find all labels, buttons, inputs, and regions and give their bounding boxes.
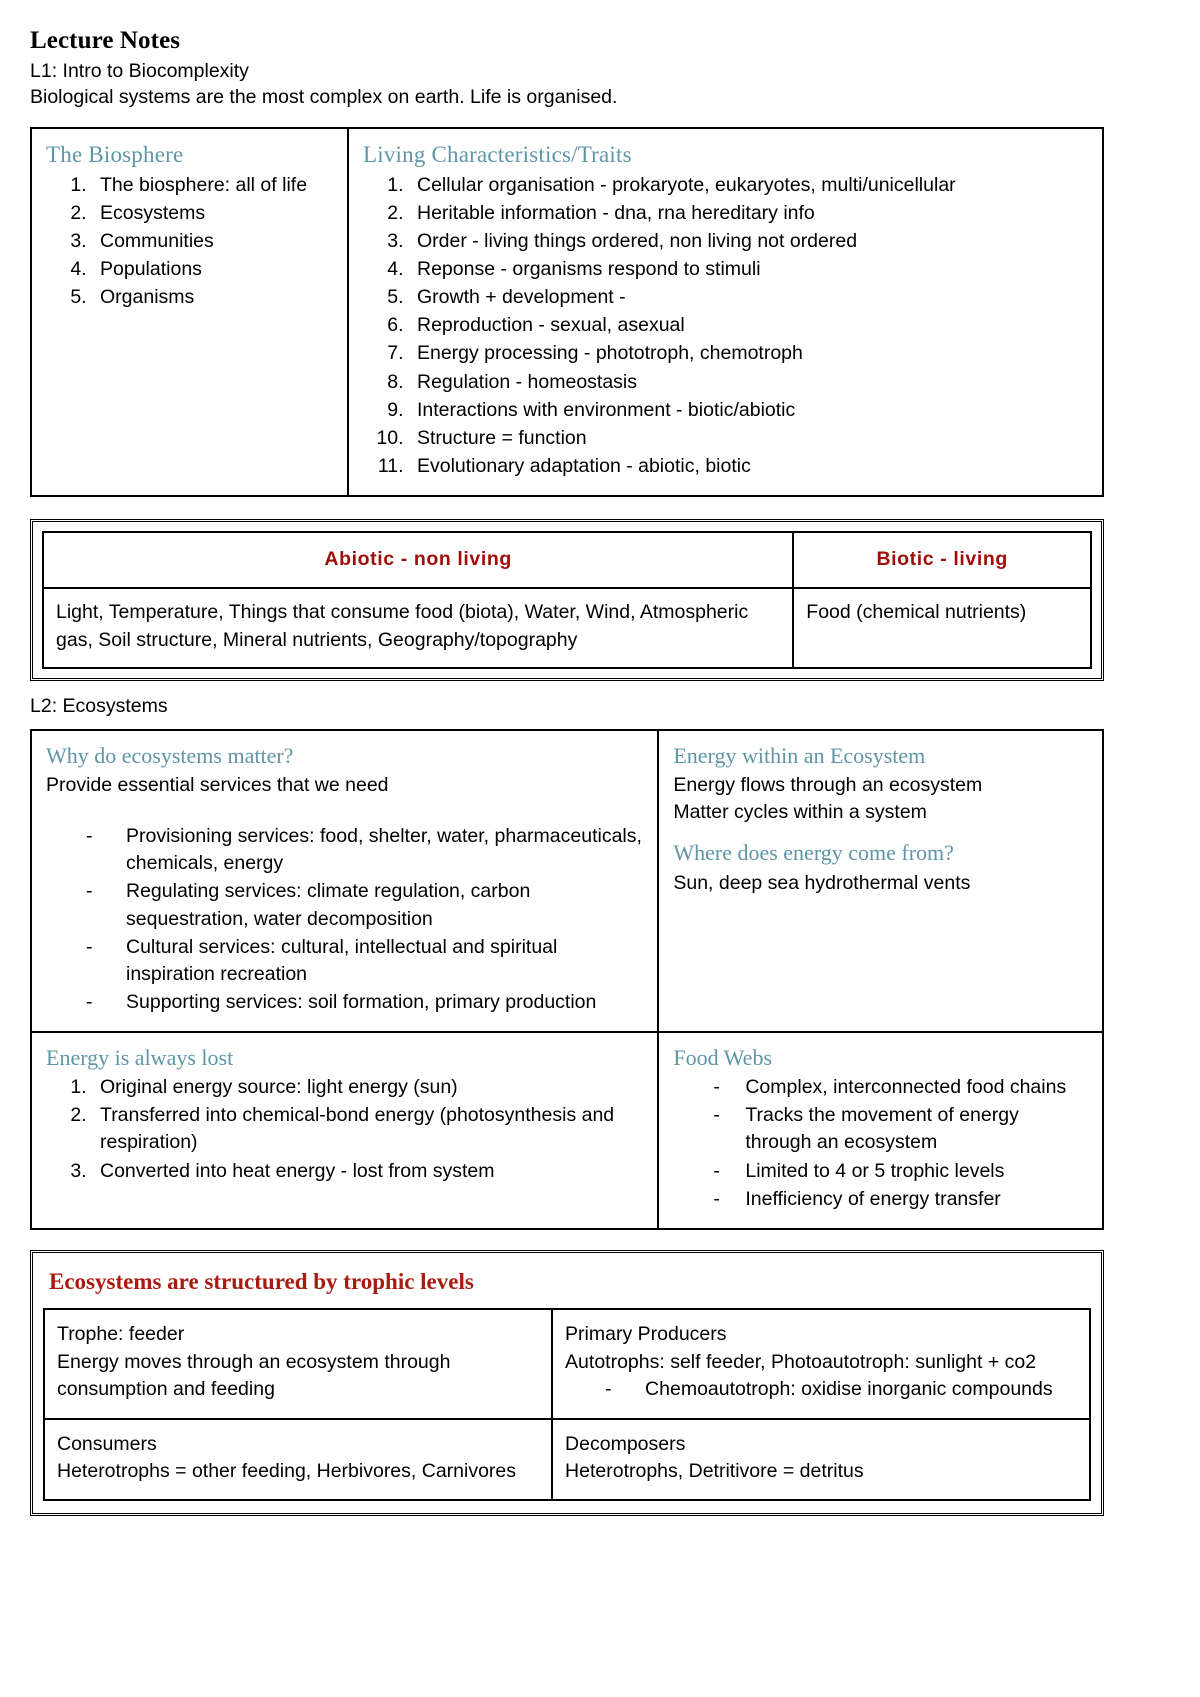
trophic-levels-title-row xyxy=(43,1263,1091,1309)
list-item: - Tracks the movement of energy through an ecosystem xyxy=(713,1102,1088,1156)
list-item: 3. Converted into heat energy - lost from system xyxy=(92,1158,643,1185)
primary-producers-body: Autotrophs: self feeder, Photoautotroph: sunlight + co2 xyxy=(565,1350,1037,1373)
lecture-label-l2: L2: Ecosystems xyxy=(30,694,168,717)
list-item: 2. Ecosystems xyxy=(92,200,335,227)
energy-within-ecosystem-cell xyxy=(658,731,1102,1032)
table-row xyxy=(32,129,1102,495)
matter-cycles-line: Matter cycles within a system xyxy=(673,801,927,824)
biosphere-list xyxy=(46,172,335,311)
list-item: - Regulating services: climate regulation, carbon sequestration, water decomposition xyxy=(86,878,643,932)
trophic-levels-table xyxy=(30,1250,1104,1516)
decomposers-cell xyxy=(552,1419,1090,1500)
list-item: - Supporting services: soil formation, primary production xyxy=(86,989,643,1016)
spacer xyxy=(46,799,643,823)
biosphere-traits-table xyxy=(30,127,1104,497)
biotic-cell: Food (chemical nutrients) xyxy=(793,588,1091,668)
lecture-summary: Biological systems are the most complex on earth. Life is organised. xyxy=(30,86,618,109)
list-item: 6. Reproduction - sexual, asexual xyxy=(409,312,1090,339)
where-energy-from-line: Sun, deep sea hydrothermal vents xyxy=(673,871,971,894)
energy-always-lost-cell xyxy=(32,1032,658,1228)
table-row xyxy=(43,588,1091,668)
list-item: - Limited to 4 or 5 trophic levels xyxy=(713,1158,1088,1185)
living-traits-list xyxy=(363,172,1090,480)
consumers-title: Consumers xyxy=(57,1432,157,1455)
list-item: 5. Organisms xyxy=(92,284,335,311)
food-webs-cell xyxy=(658,1032,1102,1228)
table-header-row xyxy=(43,532,1091,588)
table-row xyxy=(44,1419,1090,1500)
energy-always-lost-list xyxy=(46,1074,643,1184)
primary-producers-sublist xyxy=(565,1376,1077,1403)
decomposers-body: Heterotrophs, Detritivore = detritus xyxy=(565,1459,864,1482)
primary-producers-title: Primary Producers xyxy=(565,1323,727,1346)
biosphere-cell xyxy=(32,129,348,495)
list-item: - Inefficiency of energy transfer xyxy=(713,1186,1088,1213)
list-item: 7. Energy processing - phototroph, chemotroph xyxy=(409,340,1090,367)
ecosystem-services-list xyxy=(46,823,643,1016)
living-traits-cell xyxy=(348,129,1102,495)
why-ecosystems-matter-cell xyxy=(32,731,658,1032)
trophe-body: Energy moves through an ecosystem through consumption and feeding xyxy=(57,1350,451,1400)
list-item: 2. Transferred into chemical-bond energy (photosynthesis and respiration) xyxy=(92,1102,643,1156)
ecosystems-grid xyxy=(30,729,1104,1230)
table-row xyxy=(32,731,1102,1032)
trophic-levels-heading: Ecosystems are structured by trophic levels xyxy=(49,1268,474,1294)
list-item: 1. Cellular organisation - prokaryote, eukaryotes, multi/unicellular xyxy=(409,172,1090,199)
column-header-abiotic xyxy=(43,532,793,588)
why-ecosystems-matter-lead: Provide essential services that we need xyxy=(46,774,389,797)
abiotic-header-label: Abiotic - non living xyxy=(324,547,512,570)
energy-flows-line: Energy flows through an ecosystem xyxy=(673,774,983,797)
list-item: 1. The biosphere: all of life xyxy=(92,172,335,199)
energy-always-lost-heading: Energy is always lost xyxy=(46,1044,234,1070)
list-item: - Complex, interconnected food chains xyxy=(713,1074,1088,1101)
list-item: 2. Heritable information - dna, rna hereditary info xyxy=(409,200,1090,227)
consumers-cell xyxy=(44,1419,552,1500)
page-title: Lecture Notes xyxy=(30,27,181,54)
list-item: 11. Evolutionary adaptation - abiotic, biotic xyxy=(409,453,1090,480)
column-header-biotic xyxy=(793,532,1091,588)
abiotic-biotic-table xyxy=(30,519,1104,681)
food-webs-list xyxy=(673,1074,1088,1212)
decomposers-title: Decomposers xyxy=(565,1432,686,1455)
list-item: - Cultural services: cultural, intellectual and spiritual inspiration recreation xyxy=(86,934,643,988)
list-item: 1. Original energy source: light energy (sun) xyxy=(92,1074,643,1101)
food-webs-heading: Food Webs xyxy=(673,1044,773,1070)
trophe-title: Trophe: feeder xyxy=(57,1323,185,1346)
energy-within-ecosystem-heading: Energy within an Ecosystem xyxy=(673,742,926,768)
list-item: 4. Reponse - organisms respond to stimuli xyxy=(409,256,1090,283)
table-row xyxy=(32,1032,1102,1228)
spacer xyxy=(673,826,1088,840)
list-item: 3. Communities xyxy=(92,228,335,255)
list-item: 4. Populations xyxy=(92,256,335,283)
list-item: 10. Structure = function xyxy=(409,425,1090,452)
list-item: 8. Regulation - homeostasis xyxy=(409,369,1090,396)
where-energy-from-heading: Where does energy come from? xyxy=(673,840,954,866)
living-traits-heading: Living Characteristics/Traits xyxy=(362,142,632,168)
biotic-header-label: Biotic - living xyxy=(876,547,1008,570)
table-row xyxy=(44,1309,1090,1418)
consumers-body: Heterotrophs = other feeding, Herbivores, Carnivores xyxy=(57,1459,517,1482)
abiotic-cell: Light, Temperature, Things that consume food (biota), Water, Wind, Atmospheric gas, Soil structure, Mineral nutrients, Geography/topography xyxy=(43,588,793,668)
trophe-cell xyxy=(44,1309,552,1418)
biosphere-heading: The Biosphere xyxy=(46,142,184,168)
primary-producers-cell xyxy=(552,1309,1090,1418)
list-item: - Provisioning services: food, shelter, water, pharmaceuticals, chemicals, energy xyxy=(86,823,643,877)
list-item: - Chemoautotroph: oxidise inorganic compounds xyxy=(605,1376,1077,1403)
why-ecosystems-matter-heading: Why do ecosystems matter? xyxy=(46,742,294,768)
list-item: 3. Order - living things ordered, non living not ordered xyxy=(409,228,1090,255)
lecture-label-l1: L1: Intro to Biocomplexity xyxy=(30,59,249,82)
list-item: 5. Growth + development - xyxy=(409,284,1090,311)
list-item: 9. Interactions with environment - biotic/abiotic xyxy=(409,397,1090,424)
